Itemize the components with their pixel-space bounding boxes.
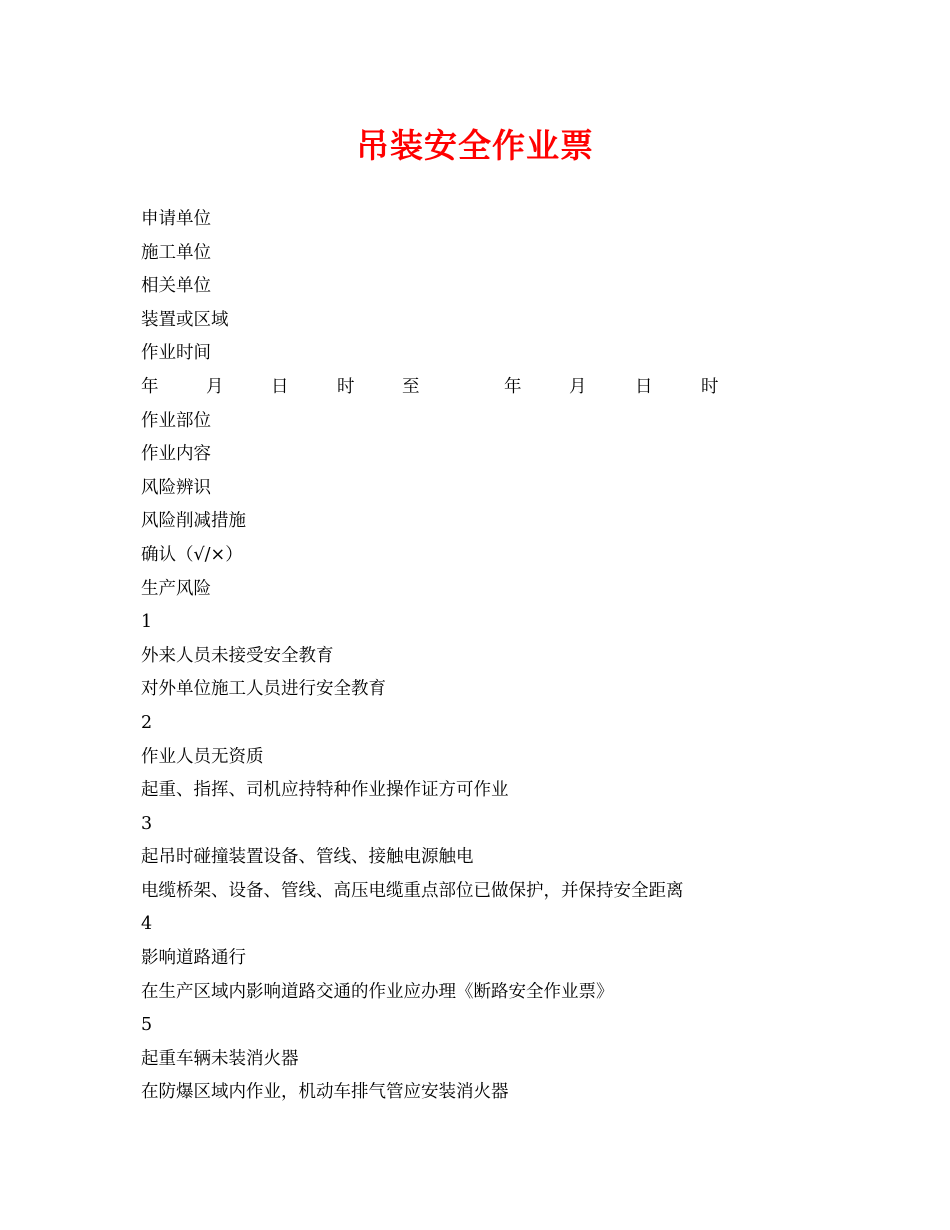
date-to: 至 [402,376,420,397]
item-number: 2 [141,712,153,733]
date-start-hour: 时 [337,376,355,397]
section-production-risk: 生产风险 [141,578,211,599]
field-risk-identification: 风险辨识 [141,477,211,498]
item-number: 5 [141,1015,153,1036]
field-risk-reduction-measures: 风险削减措施 [141,511,246,532]
date-end-hour: 时 [701,376,719,397]
document-body [141,203,841,1110]
work-time-date-row [141,371,841,405]
document-title: 吊装安全作业票 [356,126,594,165]
measure-text: 在生产区域内影响道路交通的作业应办理《断路安全作业票》 [141,981,614,1002]
date-start-month: 月 [206,376,224,397]
risk-text: 起吊时碰撞装置设备、管线、接触电源触电 [141,847,474,868]
date-end-year: 年 [504,376,522,397]
measure-text: 电缆桥架、设备、管线、高压电缆重点部位已做保护，并保持安全距离 [141,880,684,901]
item-number: 1 [141,612,153,633]
measure-text: 在防爆区域内作业，机动车排气管应安装消火器 [141,1082,509,1103]
risk-text: 作业人员无资质 [141,746,264,767]
risk-text: 起重车辆未装消火器 [141,1048,299,1069]
field-construction-unit: 施工单位 [141,242,211,263]
date-end-day: 日 [635,376,653,397]
measure-text: 起重、指挥、司机应持特种作业操作证方可作业 [141,780,509,801]
risk-text: 外来人员未接受安全教育 [141,645,334,666]
item-number: 3 [141,813,153,834]
field-work-time: 作业时间 [141,343,211,364]
field-work-content: 作业内容 [141,444,211,465]
date-end-month: 月 [569,376,587,397]
measure-text: 对外单位施工人员进行安全教育 [141,679,386,700]
date-start-year: 年 [141,376,159,397]
date-start-day: 日 [271,376,289,397]
field-confirmation: 确认（√/×） [141,544,243,565]
field-work-location: 作业部位 [141,410,211,431]
risk-text: 影响道路通行 [141,948,246,969]
field-related-unit: 相关单位 [141,276,211,297]
field-device-or-area: 装置或区域 [141,309,229,330]
field-applicant-unit: 申请单位 [141,209,211,229]
item-number: 4 [141,914,153,935]
